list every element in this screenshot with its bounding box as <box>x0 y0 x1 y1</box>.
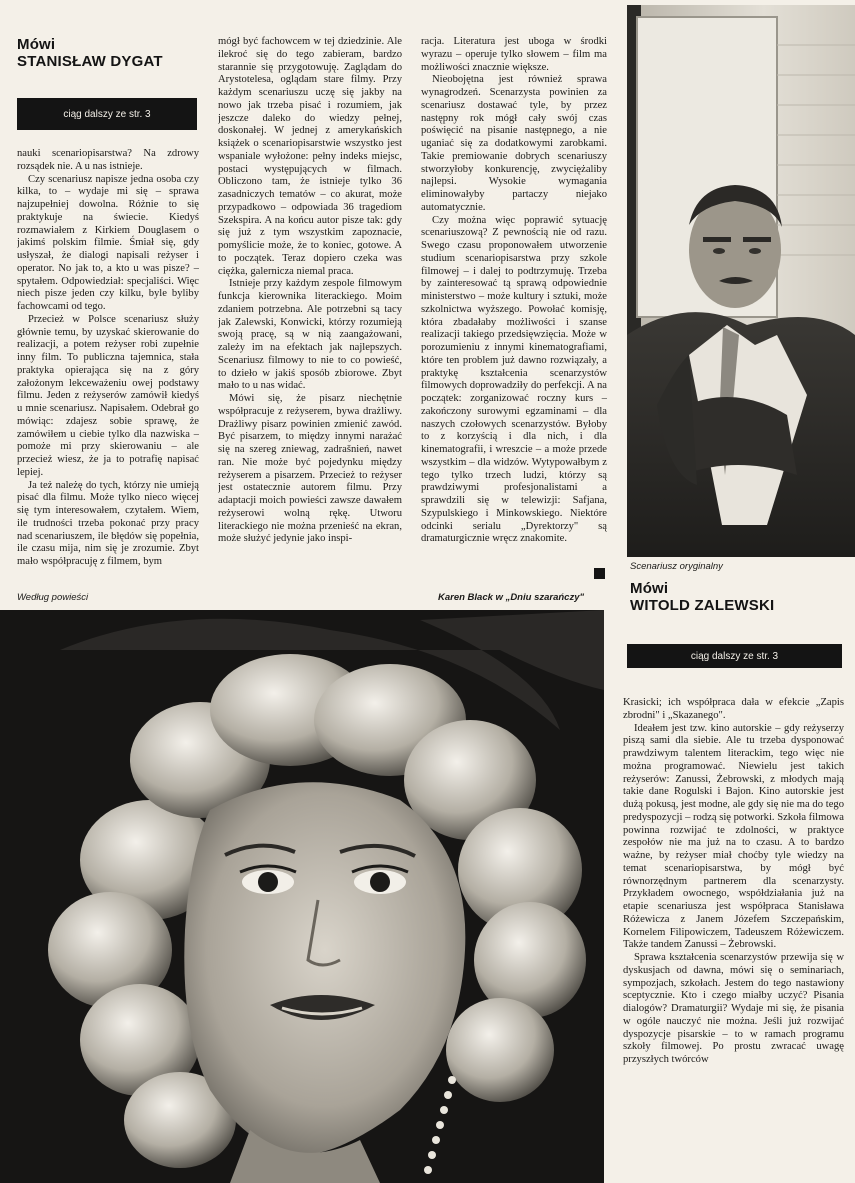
caption-left: Według powieści <box>17 592 89 603</box>
paragraph: Ideałem jest tzw. kino autorskie – gdy reżyserzy piszą sami dla siebie. Ale tu trzeba dysponować prawdziwym talentem literackim, tego więc nie można programować. Niewielu jest takich reżyserów: Zanussi, Żebrowski, z młodych mają takie dane Rogulski i Bajon. Kino autorskie jest dużą pokusą, jest modne, ale gdy się nie ma do tego predyspozycji – rodzą się potworki. Szkoła filmowa powinna rozwijać te zdolności, w praktyce zespołów nie ma już na to czasu. A to bardzo ważne, by reżyser miał choćby tyle wiedzy na temat scenariopisarstwa, by mógł być równorzędnym partnerem dla scenarzysty. Przykładem owocnego, współdziałania już na etapie scenariusza jest współpraca Stanisława Różewicza z Janem Józefem Szczepańskim, Kornelem Filipowiczem, Tadeuszem Różewiczem. Także tandem Zanussi – Żebrowski. <box>623 722 844 951</box>
caption-right: Karen Black w „Dniu szarańczy" <box>437 592 584 603</box>
paragraph: Przecież w Polsce scenariusz służy głównie temu, by uzyskać skierowanie do realizacji, a potem reżyser robi zupełnie inny film. To publiczna tajemnica, stała praktyka opierająca się na z góry założonym lekceważeniu owej podstawy filmu. Jeden z reżyserów zamówił kiedyś u mnie scenariusz. Napisałem. Odebrał go mówiąc: zdajesz sobie sprawę, że zamówiłem u ciebie tylko dla nazwiska – pomoże mi przy skierowaniu – ale przecież wiesz, że ja to potrafię napisać lepiej. <box>17 313 199 478</box>
zalewski-column <box>623 697 844 1177</box>
paragraph: Krasicki; ich współpraca dała w efekcie „Zapis zbrodni" i „Skazanego". <box>623 697 844 721</box>
zalewski-speaker-label: Mówi <box>630 580 669 597</box>
paragraph: Czy scenariusz napisze jedna osoba czy kilka, to – wydaje mi się – sprawa najzupełniej dowolna. Różnie to się praktykuje na świecie. Kiedyś rozmawiałem z Kirkiem Douglasem o jakimś polskim filmie. Śmiał się, gdy usłyszał, że dialogi napisali reżyser i operator. No jak to, a kto u was pisze? – spytałem. Odpowiedział: specjaliści. Więc niech pisze jeden czy kilku, byle byliby fachowcami od tego. <box>17 173 199 312</box>
dygat-continued-bar <box>17 98 197 130</box>
photo-screenwriter <box>627 5 855 557</box>
paragraph: Istnieje przy każdym zespole filmowym funkcja kierownika literackiego. Moim zdaniem potrzebna. Ale potrzebni są tacy jak Zalewski, Konwicki, którzy rozumieją swoją pracę, są w nią zaangażowani, zależy im na efektach jak najlepszych. Scenariusz filmowy to nie to co powieść, to dzieło w jakiś sposób zbiorowe. Zbyt mało to u nas widać. <box>218 278 402 392</box>
zalewski-speaker-name: WITOLD ZALEWSKI <box>630 597 775 614</box>
paragraph: racja. Literatura jest uboga w środki wyrazu – operuje tylko słowem – film ma możliwości znacznie większe. <box>421 36 607 73</box>
dygat-speaker-name: STANISŁAW DYGAT <box>17 53 163 70</box>
photo-caption-screenwriter: Scenariusz oryginalny <box>630 561 723 572</box>
dygat-column-1 <box>17 148 199 586</box>
zalewski-continued-label: ciąg dalszy ze str. 3 <box>690 650 779 662</box>
photo-karen-black <box>0 610 604 1183</box>
karen-black-photo-drawing <box>0 610 604 1183</box>
dygat-column-3 <box>421 36 607 576</box>
dygat-speaker-label: Mówi <box>17 36 56 53</box>
paragraph: mógł być fachowcem w tej dziedzinie. Ale ilekroć się do tego zabieram, bardzo starannie się przygotowuję. Zaglądam do Arystotelesa, oglądam stare filmy. Przy każdym scenariuszu uczę się jakby na nowo jak trzeba pisać i rozumiem, jak jeszcze daleko do wiedzy pełnej, doskonałej. W jednej z amerykańskich książek o scenariopisarstwie wszystko jest wspaniale wyłożone: pełny indeks miejsc, postaci występujących w filmach. Obliczono tam, że istnieje tylko 36 zasadniczych tematów – co akurat, może przypadkowo – odpowiada 36 tragediom Szekspira. A na końcu autor pisze tak: gdy się już z tym wszystkim zapoznacie, pomyślicie może, że to koniec, gotowe. A to początek. Teraz dopiero czeka was ciężka, galernicza niemal praca. <box>218 36 402 277</box>
paragraph: Nieobojętna jest również sprawa wynagrodzeń. Scenarzysta powinien za scenariusz dostawać tyle, by przez następny rok mógł cały swój czas poświęcić na pisanie następnego, a nie uganiać się za dodatkowymi zarobkami. Takie premiowanie dobrych scenariuszy stworzyłoby konkurencję, zwyciężaliby najlepsi. Wysokie wymagania eliminowałyby partaczy niejako automatycznie. <box>421 74 607 213</box>
paragraph: nauki scenariopisarstwa? Na zdrowy rozsądek nie. A u nas istnieje. <box>17 148 199 172</box>
paragraph: Sprawa kształcenia scenarzystów przewija się w dyskusjach od dawna, mówi się o seminariach, sympozjach, szkołach. Jestem do tego nastawiony sceptycznie. Kto i czego miałby uczyć? Pisania dialogów? Dramaturgii? Wydaje mi się, że pisania w ogóle nauczyć nie można. Jeśli już rozwijać dyspozycje pisarskie – to w ramach programu szkoły filmowej. Po prostu zwracać uwagę przyszłych twórców <box>623 952 844 1065</box>
dygat-continued-label: ciąg dalszy ze str. 3 <box>63 108 151 120</box>
paragraph: Mówi się, że pisarz niechętnie współpracuje z reżyserem, bywa drażliwy. Drażliwy pisarz powinien zmienić zawód. Być pisarzem, to między innymi narażać się na szereg zniewag, zadrašnień, nawet ran. Nie może być pojedynku między reżyserem a pisarzem. Przecież to reżyser jest ostatecznie autorem filmu. Przy adaptacji moich powieści zawsze dawałem reżyserowi wolną rękę. Utworu literackiego nie można przenieść na ekran, może służyć jedynie jako inspi- <box>218 393 402 545</box>
paragraph: Ja też należę do tych, którzy nie umieją pisać dla filmu. Może tylko nieco więcej się tym interesowałem, czytałem. Wiem, ile trudności trzeba pokonać przy pracy nad scenariuszem, ile błędów się popełnia, ile czasu mija, nim się je zrozumie. Zbyt mało współpracuję z filmem, bym <box>17 479 199 567</box>
end-of-article-mark <box>594 568 605 579</box>
paragraph: Czy można więc poprawić sytuację scenariuszową? Z pewnością nie od razu. Swego czasu proponowałem utworzenie studium scenariopisarstwa przy szkole filmowej – i dalej to podtrzymuję. Trzeba by zainteresować tą sprawą odpowiednie ministerstwo – może kultury i sztuki, może szkolnictwa wyższego. Powołać komisję, która zbadałaby możliwości i szanse realizacji takiego przedsięwzięcia. Może w porozumieniu z innymi kinematografiami, które ten problem już dawno rozwiązały, a praktykę kształcenia scenarzystów filmowych doprowadziły do perfekcji. A na początek: zorganizować roczny kurs – zakończony surowymi egzaminami – dla naszych czołowych scenarzystów. Byłoby to z korzyścią i dla nich, i dla kinematografii, i wreszcie – a może przede wszystkim – dla widzów. Wytypowałbym z tego tylko trzech ludzi, którzy są prawdziwymi profesjonalistami a sprawdzili się w telewizji: Safjana, Szypulskiego i Minkowskiego. Niektóre odcinki serialu „Dyrektorzy" są dramaturgicznie wręcz znakomite. <box>421 214 607 545</box>
dygat-column-2 <box>218 36 402 586</box>
zalewski-continued-bar <box>627 644 842 668</box>
screenwriter-photo-drawing <box>627 5 855 557</box>
